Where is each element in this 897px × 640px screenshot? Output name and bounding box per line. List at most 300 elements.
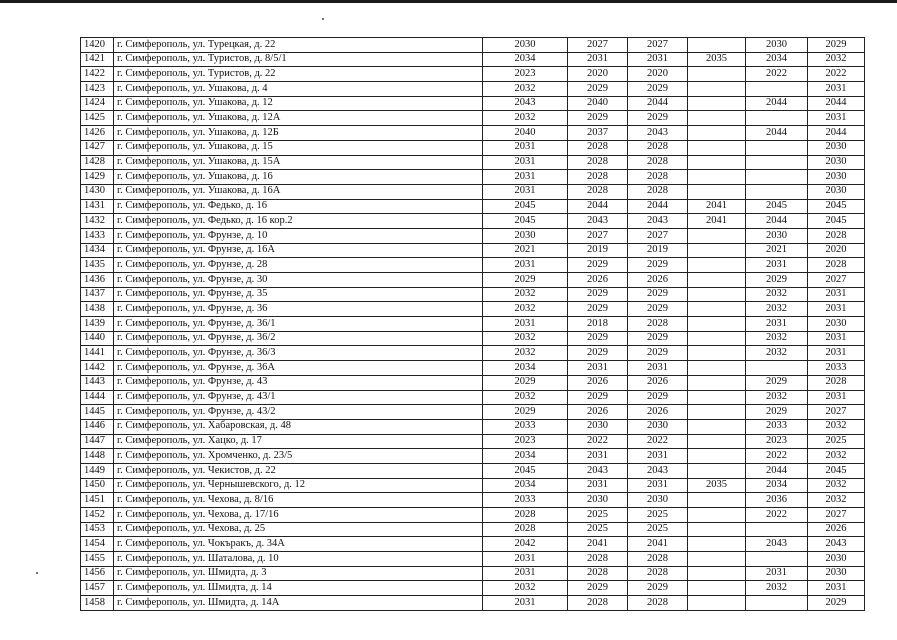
- address-cell: г. Симферополь, ул. Турецкая, д. 22: [114, 38, 483, 53]
- table-row: [81, 258, 865, 273]
- year-cell-5: 2043: [746, 537, 808, 552]
- year-cell-2: 2031: [568, 52, 628, 67]
- address-cell: г. Симферополь, ул. Шаталова, д. 10: [114, 552, 483, 567]
- year-cell-1: 2029: [483, 273, 568, 288]
- year-cell-1: 2032: [483, 390, 568, 405]
- table-row: [81, 111, 865, 126]
- table-row: [81, 346, 865, 361]
- address-cell: г. Симферополь, ул. Фрунзе, д. 43: [114, 375, 483, 390]
- year-cell-3: 2029: [628, 581, 688, 596]
- year-cell-2: 2027: [568, 228, 628, 243]
- year-cell-6: 2028: [808, 228, 865, 243]
- year-cell-2: 2029: [568, 111, 628, 126]
- scan-top-border: [0, 0, 897, 3]
- year-cell-2: 2043: [568, 463, 628, 478]
- table-row: [81, 38, 865, 53]
- table-row: [81, 390, 865, 405]
- scan-speck: [322, 18, 324, 20]
- year-cell-6: 2032: [808, 52, 865, 67]
- year-cell-4: [688, 331, 746, 346]
- year-cell-4: [688, 67, 746, 82]
- year-cell-6: 2030: [808, 552, 865, 567]
- year-cell-5: 2044: [746, 126, 808, 141]
- year-cell-5: 2029: [746, 375, 808, 390]
- year-cell-5: 2031: [746, 566, 808, 581]
- row-number-cell: 1427: [81, 140, 114, 155]
- year-cell-4: [688, 375, 746, 390]
- year-cell-6: 2027: [808, 508, 865, 523]
- year-cell-3: 2027: [628, 228, 688, 243]
- year-cell-6: 2032: [808, 449, 865, 464]
- year-cell-6: 2033: [808, 361, 865, 376]
- address-cell: г. Симферополь, ул. Ушакова, д. 12А: [114, 111, 483, 126]
- table-row: [81, 155, 865, 170]
- year-cell-4: [688, 184, 746, 199]
- row-number-cell: 1421: [81, 52, 114, 67]
- year-cell-4: [688, 449, 746, 464]
- year-cell-2: 2029: [568, 302, 628, 317]
- year-cell-5: 2033: [746, 419, 808, 434]
- year-cell-6: 2032: [808, 478, 865, 493]
- address-cell: г. Симферополь, ул. Фрунзе, д. 36/2: [114, 331, 483, 346]
- year-cell-1: 2034: [483, 361, 568, 376]
- year-cell-3: 2030: [628, 419, 688, 434]
- year-cell-2: 2028: [568, 552, 628, 567]
- year-cell-1: 2032: [483, 581, 568, 596]
- year-cell-3: 2044: [628, 96, 688, 111]
- year-cell-1: 2021: [483, 243, 568, 258]
- scan-speck: [36, 572, 38, 574]
- year-cell-6: 2031: [808, 346, 865, 361]
- year-cell-6: 2025: [808, 434, 865, 449]
- year-cell-4: [688, 493, 746, 508]
- table-row: [81, 287, 865, 302]
- year-cell-4: [688, 537, 746, 552]
- year-cell-4: [688, 140, 746, 155]
- year-cell-4: [688, 596, 746, 611]
- address-cell: г. Симферополь, ул. Фрунзе, д. 36/1: [114, 317, 483, 332]
- year-cell-2: 2025: [568, 508, 628, 523]
- year-cell-3: 2026: [628, 273, 688, 288]
- row-number-cell: 1434: [81, 243, 114, 258]
- year-cell-2: 2031: [568, 361, 628, 376]
- year-cell-4: [688, 111, 746, 126]
- address-cell: г. Симферополь, ул. Шмидта, д. 14А: [114, 596, 483, 611]
- table-row: [81, 317, 865, 332]
- row-number-cell: 1436: [81, 273, 114, 288]
- year-cell-1: 2029: [483, 375, 568, 390]
- table-row: [81, 375, 865, 390]
- year-cell-1: 2034: [483, 478, 568, 493]
- year-cell-4: [688, 346, 746, 361]
- address-cell: г. Симферополь, ул. Хабаровская, д. 48: [114, 419, 483, 434]
- table-row: [81, 331, 865, 346]
- year-cell-6: 2030: [808, 317, 865, 332]
- year-cell-5: [746, 170, 808, 185]
- year-cell-1: 2032: [483, 346, 568, 361]
- year-cell-3: 2029: [628, 111, 688, 126]
- address-cell: г. Симферополь, ул. Фрунзе, д. 16А: [114, 243, 483, 258]
- year-cell-1: 2043: [483, 96, 568, 111]
- address-cell: г. Симферополь, ул. Фрунзе, д. 10: [114, 228, 483, 243]
- address-cell: г. Симферополь, ул. Чехова, д. 25: [114, 522, 483, 537]
- year-cell-4: [688, 552, 746, 567]
- year-cell-1: 2028: [483, 508, 568, 523]
- address-cell: г. Симферополь, ул. Чехова, д. 8/16: [114, 493, 483, 508]
- year-cell-3: 2031: [628, 52, 688, 67]
- year-cell-5: 2044: [746, 214, 808, 229]
- address-cell: г. Симферополь, ул. Фрунзе, д. 36/3: [114, 346, 483, 361]
- year-cell-4: [688, 228, 746, 243]
- year-cell-5: 2045: [746, 199, 808, 214]
- year-cell-5: 2031: [746, 258, 808, 273]
- year-cell-1: 2040: [483, 126, 568, 141]
- row-number-cell: 1454: [81, 537, 114, 552]
- address-cell: г. Симферополь, ул. Фрунзе, д. 43/1: [114, 390, 483, 405]
- address-cell: г. Симферополь, ул. Ушакова, д. 15: [114, 140, 483, 155]
- year-cell-5: 2044: [746, 463, 808, 478]
- year-cell-4: [688, 126, 746, 141]
- year-cell-2: 2026: [568, 405, 628, 420]
- year-cell-3: 2026: [628, 375, 688, 390]
- year-cell-5: [746, 82, 808, 97]
- year-cell-1: 2034: [483, 52, 568, 67]
- year-cell-3: 2043: [628, 214, 688, 229]
- row-number-cell: 1443: [81, 375, 114, 390]
- row-number-cell: 1426: [81, 126, 114, 141]
- year-cell-3: 2031: [628, 361, 688, 376]
- year-cell-4: [688, 273, 746, 288]
- year-cell-5: [746, 184, 808, 199]
- year-cell-3: 2022: [628, 434, 688, 449]
- year-cell-1: 2031: [483, 566, 568, 581]
- year-cell-3: 2028: [628, 184, 688, 199]
- year-cell-4: [688, 361, 746, 376]
- year-cell-4: [688, 287, 746, 302]
- address-cell: г. Симферополь, ул. Фрунзе, д. 30: [114, 273, 483, 288]
- year-cell-6: 2030: [808, 155, 865, 170]
- year-cell-1: 2034: [483, 449, 568, 464]
- address-cell: г. Симферополь, ул. Шмидта, д. 3: [114, 566, 483, 581]
- row-number-cell: 1430: [81, 184, 114, 199]
- table-row: [81, 170, 865, 185]
- year-cell-5: 2029: [746, 273, 808, 288]
- year-cell-6: 2027: [808, 273, 865, 288]
- table-row: [81, 463, 865, 478]
- row-number-cell: 1428: [81, 155, 114, 170]
- year-cell-2: 2031: [568, 449, 628, 464]
- row-number-cell: 1458: [81, 596, 114, 611]
- row-number-cell: 1439: [81, 317, 114, 332]
- year-cell-4: [688, 419, 746, 434]
- year-cell-5: 2030: [746, 38, 808, 53]
- year-cell-2: 2018: [568, 317, 628, 332]
- row-number-cell: 1444: [81, 390, 114, 405]
- row-number-cell: 1429: [81, 170, 114, 185]
- row-number-cell: 1451: [81, 493, 114, 508]
- year-cell-2: 2030: [568, 493, 628, 508]
- address-cell: г. Симферополь, ул. Хацко, д. 17: [114, 434, 483, 449]
- table-row: [81, 184, 865, 199]
- row-number-cell: 1446: [81, 419, 114, 434]
- year-cell-3: 2027: [628, 38, 688, 53]
- address-cell: г. Симферополь, ул. Фрунзе, д. 43/2: [114, 405, 483, 420]
- year-cell-6: 2029: [808, 38, 865, 53]
- year-cell-5: 2022: [746, 508, 808, 523]
- year-cell-6: 2031: [808, 287, 865, 302]
- table-row: [81, 405, 865, 420]
- year-cell-1: 2023: [483, 434, 568, 449]
- year-cell-2: 2044: [568, 199, 628, 214]
- address-cell: г. Симферополь, ул. Фрунзе, д. 36А: [114, 361, 483, 376]
- row-number-cell: 1420: [81, 38, 114, 53]
- year-cell-1: 2023: [483, 67, 568, 82]
- year-cell-5: 2032: [746, 287, 808, 302]
- year-cell-6: 2045: [808, 463, 865, 478]
- year-cell-6: 2032: [808, 419, 865, 434]
- address-cell: г. Симферополь, ул. Ушакова, д. 4: [114, 82, 483, 97]
- address-cell: г. Симферополь, ул. Чернышевского, д. 12: [114, 478, 483, 493]
- year-cell-5: 2032: [746, 390, 808, 405]
- table-row: [81, 596, 865, 611]
- year-cell-6: 2031: [808, 111, 865, 126]
- year-cell-2: 2028: [568, 155, 628, 170]
- year-cell-4: 2041: [688, 214, 746, 229]
- row-number-cell: 1432: [81, 214, 114, 229]
- year-cell-3: 2043: [628, 463, 688, 478]
- row-number-cell: 1423: [81, 82, 114, 97]
- table-row: [81, 302, 865, 317]
- year-cell-4: [688, 317, 746, 332]
- year-cell-5: 2044: [746, 96, 808, 111]
- year-cell-4: [688, 243, 746, 258]
- year-cell-2: 2031: [568, 478, 628, 493]
- year-cell-6: 2032: [808, 493, 865, 508]
- year-cell-5: [746, 111, 808, 126]
- year-cell-6: 2028: [808, 375, 865, 390]
- year-cell-2: 2022: [568, 434, 628, 449]
- year-cell-3: 2020: [628, 67, 688, 82]
- year-cell-6: 2031: [808, 331, 865, 346]
- year-cell-6: 2030: [808, 170, 865, 185]
- year-cell-6: 2028: [808, 258, 865, 273]
- year-cell-3: 2026: [628, 405, 688, 420]
- year-cell-5: 2034: [746, 52, 808, 67]
- address-cell: г. Симферополь, ул. Чехова, д. 17/16: [114, 508, 483, 523]
- year-cell-1: 2032: [483, 111, 568, 126]
- address-cell: г. Симферополь, ул. Фрунзе, д. 28: [114, 258, 483, 273]
- year-cell-1: 2033: [483, 493, 568, 508]
- year-cell-4: [688, 566, 746, 581]
- row-number-cell: 1422: [81, 67, 114, 82]
- year-cell-1: 2032: [483, 302, 568, 317]
- year-cell-6: 2031: [808, 82, 865, 97]
- year-cell-1: 2031: [483, 140, 568, 155]
- year-cell-4: [688, 581, 746, 596]
- row-number-cell: 1433: [81, 228, 114, 243]
- year-cell-6: 2027: [808, 405, 865, 420]
- year-cell-3: 2028: [628, 596, 688, 611]
- year-cell-5: 2032: [746, 581, 808, 596]
- address-cell: г. Симферополь, ул. Ушакова, д. 12: [114, 96, 483, 111]
- year-cell-5: [746, 155, 808, 170]
- year-cell-2: 2029: [568, 581, 628, 596]
- table-row: [81, 243, 865, 258]
- year-cell-6: 2026: [808, 522, 865, 537]
- row-number-cell: 1431: [81, 199, 114, 214]
- year-cell-1: 2042: [483, 537, 568, 552]
- year-cell-1: 2031: [483, 155, 568, 170]
- row-number-cell: 1457: [81, 581, 114, 596]
- year-cell-4: [688, 258, 746, 273]
- address-cell: г. Симферополь, ул. Ушакова, д. 15А: [114, 155, 483, 170]
- year-cell-6: 2029: [808, 596, 865, 611]
- row-number-cell: 1449: [81, 463, 114, 478]
- year-cell-5: 2032: [746, 331, 808, 346]
- address-cell: г. Симферополь, ул. Чекистов, д. 22: [114, 463, 483, 478]
- year-cell-5: 2036: [746, 493, 808, 508]
- table-row: [81, 126, 865, 141]
- year-cell-6: 2030: [808, 184, 865, 199]
- address-cell: г. Симферополь, ул. Хромченко, д. 23/5: [114, 449, 483, 464]
- year-cell-4: [688, 155, 746, 170]
- year-cell-3: 2028: [628, 317, 688, 332]
- year-cell-4: [688, 390, 746, 405]
- table-row: [81, 419, 865, 434]
- year-cell-6: 2030: [808, 140, 865, 155]
- table-row: [81, 478, 865, 493]
- year-cell-2: 2029: [568, 390, 628, 405]
- year-cell-5: 2021: [746, 243, 808, 258]
- year-cell-5: [746, 596, 808, 611]
- year-cell-6: 2045: [808, 214, 865, 229]
- registry-body: [81, 38, 865, 611]
- year-cell-2: 2029: [568, 258, 628, 273]
- year-cell-5: [746, 522, 808, 537]
- year-cell-6: 2043: [808, 537, 865, 552]
- row-number-cell: 1425: [81, 111, 114, 126]
- year-cell-4: 2035: [688, 478, 746, 493]
- year-cell-2: 2027: [568, 38, 628, 53]
- year-cell-3: 2028: [628, 140, 688, 155]
- year-cell-1: 2031: [483, 184, 568, 199]
- address-cell: г. Симферополь, ул. Туристов, д. 8/5/1: [114, 52, 483, 67]
- year-cell-4: 2041: [688, 199, 746, 214]
- year-cell-3: 2044: [628, 199, 688, 214]
- year-cell-1: 2030: [483, 228, 568, 243]
- year-cell-4: [688, 82, 746, 97]
- row-number-cell: 1452: [81, 508, 114, 523]
- row-number-cell: 1455: [81, 552, 114, 567]
- address-cell: г. Симферополь, ул. Ушакова, д. 16А: [114, 184, 483, 199]
- year-cell-5: 2034: [746, 478, 808, 493]
- year-cell-6: 2045: [808, 199, 865, 214]
- year-cell-1: 2029: [483, 405, 568, 420]
- table-row: [81, 581, 865, 596]
- year-cell-3: 2019: [628, 243, 688, 258]
- table-row: [81, 552, 865, 567]
- table-row: [81, 82, 865, 97]
- table-row: [81, 273, 865, 288]
- row-number-cell: 1437: [81, 287, 114, 302]
- address-cell: г. Симферополь, ул. Федько, д. 16 кор.2: [114, 214, 483, 229]
- year-cell-4: [688, 463, 746, 478]
- year-cell-1: 2045: [483, 214, 568, 229]
- year-cell-3: 2028: [628, 170, 688, 185]
- address-cell: г. Симферополь, ул. Ушакова, д. 12Б: [114, 126, 483, 141]
- year-cell-1: 2031: [483, 552, 568, 567]
- year-cell-6: 2044: [808, 126, 865, 141]
- year-cell-2: 2030: [568, 419, 628, 434]
- year-cell-1: 2030: [483, 38, 568, 53]
- table-row: [81, 449, 865, 464]
- row-number-cell: 1438: [81, 302, 114, 317]
- table-row: [81, 96, 865, 111]
- year-cell-6: 2031: [808, 390, 865, 405]
- year-cell-4: [688, 522, 746, 537]
- row-number-cell: 1450: [81, 478, 114, 493]
- year-cell-3: 2031: [628, 449, 688, 464]
- address-cell: г. Симферополь, ул. Ушакова, д. 16: [114, 170, 483, 185]
- row-number-cell: 1453: [81, 522, 114, 537]
- year-cell-6: 2030: [808, 566, 865, 581]
- row-number-cell: 1456: [81, 566, 114, 581]
- year-cell-6: 2044: [808, 96, 865, 111]
- year-cell-4: [688, 405, 746, 420]
- table-row: [81, 199, 865, 214]
- address-cell: г. Симферополь, ул. Туристов, д. 22: [114, 67, 483, 82]
- year-cell-5: 2032: [746, 346, 808, 361]
- table-row: [81, 508, 865, 523]
- year-cell-2: 2026: [568, 375, 628, 390]
- year-cell-1: 2031: [483, 317, 568, 332]
- year-cell-4: [688, 38, 746, 53]
- table-row: [81, 566, 865, 581]
- year-cell-1: 2045: [483, 463, 568, 478]
- row-number-cell: 1448: [81, 449, 114, 464]
- year-cell-4: [688, 170, 746, 185]
- year-cell-2: 2028: [568, 596, 628, 611]
- year-cell-5: 2023: [746, 434, 808, 449]
- year-cell-2: 2028: [568, 140, 628, 155]
- year-cell-2: 2028: [568, 566, 628, 581]
- year-cell-3: 2025: [628, 522, 688, 537]
- year-cell-3: 2029: [628, 287, 688, 302]
- row-number-cell: 1442: [81, 361, 114, 376]
- year-cell-1: 2032: [483, 287, 568, 302]
- address-cell: г. Симферополь, ул. Фрунзе, д. 36: [114, 302, 483, 317]
- year-cell-2: 2029: [568, 346, 628, 361]
- year-cell-4: [688, 302, 746, 317]
- year-cell-3: 2041: [628, 537, 688, 552]
- year-cell-2: 2028: [568, 184, 628, 199]
- year-cell-3: 2043: [628, 126, 688, 141]
- year-cell-4: [688, 96, 746, 111]
- year-cell-4: [688, 434, 746, 449]
- year-cell-3: 2030: [628, 493, 688, 508]
- year-cell-3: 2028: [628, 155, 688, 170]
- row-number-cell: 1447: [81, 434, 114, 449]
- year-cell-5: 2022: [746, 67, 808, 82]
- table-row: [81, 67, 865, 82]
- year-cell-5: 2032: [746, 302, 808, 317]
- year-cell-2: 2041: [568, 537, 628, 552]
- year-cell-2: 2029: [568, 82, 628, 97]
- year-cell-5: 2022: [746, 449, 808, 464]
- table-row: [81, 522, 865, 537]
- address-cell: г. Симферополь, ул. Федько, д. 16: [114, 199, 483, 214]
- year-cell-5: 2030: [746, 228, 808, 243]
